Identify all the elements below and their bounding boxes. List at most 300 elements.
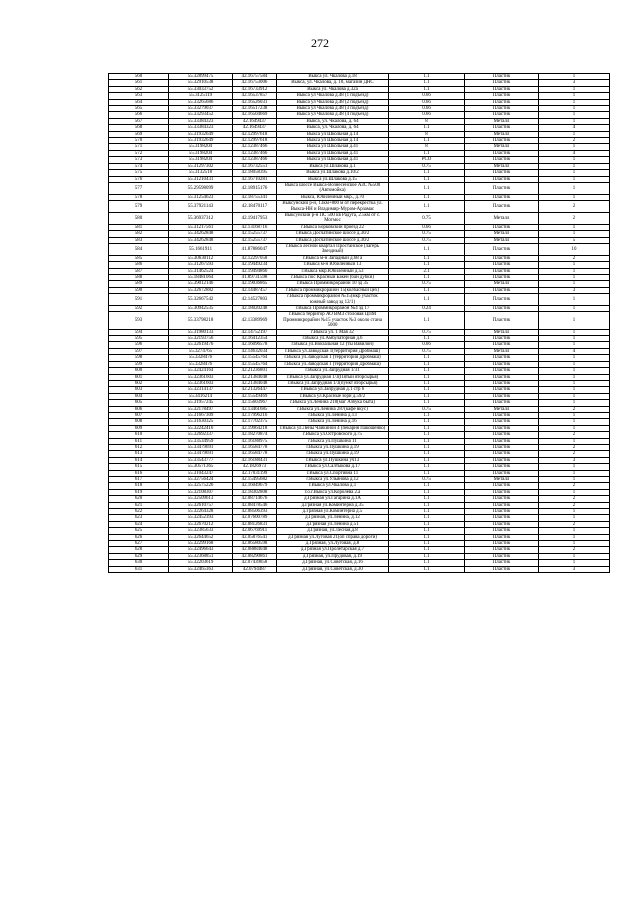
longitude-cell: 42.18755341 — [233, 194, 277, 200]
latitude-cell: 55.31297302 — [169, 163, 233, 169]
count-cell: 1 — [539, 170, 610, 176]
address-cell: д.Грязная ул.Коминтерна д.35 — [277, 502, 389, 508]
longitude-cell: 42.16733912 — [233, 86, 277, 92]
address-cell: г.Выкса ул.Салтыкова д.17 — [277, 464, 389, 470]
volume-cell: 0.66 — [389, 93, 465, 99]
material-cell: Пластик — [465, 306, 539, 312]
row-number-cell: 580 — [109, 212, 169, 224]
longitude-cell: 42.14632034 — [233, 348, 277, 354]
count-cell: 1 — [539, 541, 610, 547]
volume-cell: 0.66 — [389, 106, 465, 112]
material-cell: Пластик — [465, 243, 539, 255]
volume-cell: 1.1 — [389, 368, 465, 374]
volume-cell: 1.1 — [389, 528, 465, 534]
material-cell: Пластик — [465, 470, 539, 476]
volume-cell: 1.1 — [389, 176, 465, 182]
material-cell: Пластик — [465, 99, 539, 105]
material-cell: Пластик — [465, 106, 539, 112]
address-cell: д.Грязная, ул.Советская, д.30 — [277, 566, 389, 572]
material-cell: Пластик — [465, 380, 539, 386]
count-cell: 1 — [539, 144, 610, 150]
latitude-cell: 55.3328476 — [169, 361, 233, 367]
row-number-cell: 598 — [109, 355, 169, 361]
row-number-cell: 624 — [109, 521, 169, 527]
count-cell: 1 — [539, 355, 610, 361]
address-cell: г.Выкса ул.Пушкина 11 — [277, 438, 389, 444]
row-number-cell: 583 — [109, 237, 169, 243]
address-cell: г.Выкса ул.Островского д.75 — [277, 432, 389, 438]
count-cell: 1 — [539, 470, 610, 476]
material-cell: Пластик — [465, 400, 539, 406]
material-cell: Пластик — [465, 432, 539, 438]
material-cell: Пластик — [465, 294, 539, 306]
latitude-cell: 55.32108307 — [169, 489, 233, 495]
latitude-cell: 55.33265686 — [169, 99, 233, 105]
count-cell: 1 — [539, 438, 610, 444]
material-cell: Пластик — [465, 342, 539, 348]
longitude-cell: 42.18020248 — [233, 306, 277, 312]
address-cell: Выкса ул. Чкалова д.18 — [277, 74, 389, 80]
address-cell: Выкса, ул. Чкалова, д. 18, магазин ДНС — [277, 80, 389, 86]
count-cell: 1 — [539, 489, 610, 495]
count-cell: 1 — [539, 528, 610, 534]
latitude-cell: 55.3198204 — [169, 157, 233, 163]
material-cell: Пластик — [465, 438, 539, 444]
volume-cell: РСО — [389, 157, 465, 163]
material-cell: Пластик — [465, 374, 539, 380]
material-cell: Металл — [465, 163, 539, 169]
latitude-cell: 55.3274765 — [169, 348, 233, 354]
count-cell: 2 — [539, 444, 610, 450]
latitude-cell: 55.30942535 — [169, 306, 233, 312]
material-cell: Металл — [465, 406, 539, 412]
count-cell: 1 — [539, 464, 610, 470]
material-cell: Металл — [465, 348, 539, 354]
material-cell: Пластик — [465, 444, 539, 450]
material-cell: Пластик — [465, 157, 539, 163]
longitude-cell: 42.16710281 — [233, 176, 277, 182]
latitude-cell: 55.3328476 — [169, 355, 233, 361]
row-number-cell: 579 — [109, 201, 169, 213]
count-cell: 1 — [539, 342, 610, 348]
longitude-cell: 42.07600789 — [233, 515, 277, 521]
count-cell: 1 — [539, 477, 610, 483]
volume-cell: 1.1 — [389, 412, 465, 418]
row-number-cell: 610 — [109, 432, 169, 438]
latitude-cell: 55.32672882 — [169, 287, 233, 293]
volume-cell: 0.75 — [389, 477, 465, 483]
longitude-cell: 41.89731598 — [233, 275, 277, 281]
table-row — [109, 212, 610, 224]
row-number-cell: 618 — [109, 483, 169, 489]
material-cell: Пластик — [465, 361, 539, 367]
row-number-cell: 584 — [109, 243, 169, 255]
address-cell: Выкса ул.Шлакова д.1 — [277, 163, 389, 169]
address-cell: Выкса ул Чкалова д.48 (4 подъезд) — [277, 112, 389, 118]
latitude-cell: 55.32610757 — [169, 502, 233, 508]
row-number-cell: 602 — [109, 380, 169, 386]
volume-cell: 1.1 — [389, 451, 465, 457]
material-cell: Пластик — [465, 521, 539, 527]
longitude-cell: 42.18302808 — [233, 489, 277, 495]
latitude-cell: 55.32575226 — [169, 483, 233, 489]
volume-cell: 1.1 — [389, 541, 465, 547]
material-cell: Пластик — [465, 425, 539, 431]
row-number-cell: 569 — [109, 131, 169, 137]
count-cell: 4 — [539, 348, 610, 354]
longitude-cell: 42.08126831 — [233, 521, 277, 527]
longitude-cell: 42.18470117 — [233, 201, 277, 213]
volume-cell: 1.1 — [389, 201, 465, 213]
row-number-cell: 561 — [109, 80, 169, 86]
address-cell: Выкса, Юбилейный мкр., д.70 — [277, 194, 389, 200]
volume-cell: 1.1 — [389, 255, 465, 261]
count-cell: 1 — [539, 312, 610, 329]
address-cell: Выкса ул Школьная д.14 — [277, 138, 389, 144]
longitude-cell: 42.21236801 — [233, 368, 277, 374]
count-cell: 5 — [539, 237, 610, 243]
longitude-cell: 42.16584778 — [233, 444, 277, 450]
count-cell: 2 — [539, 547, 610, 553]
row-number-cell: 570 — [109, 138, 169, 144]
count-cell: 1 — [539, 176, 610, 182]
address-cell: г.Выкса Досчатинское шоссе д.30/2 — [277, 237, 389, 243]
count-cell: 2 — [539, 483, 610, 489]
latitude-cell: 55.30630112 — [169, 255, 233, 261]
count-cell: 1 — [539, 515, 610, 521]
row-number-cell: 585 — [109, 255, 169, 261]
longitude-cell: 42.21326447 — [233, 387, 277, 393]
row-number-cell: 620 — [109, 496, 169, 502]
count-cell: 1 — [539, 387, 610, 393]
latitude-cell: 55.30571365 — [169, 464, 233, 470]
row-number-cell: 572 — [109, 150, 169, 156]
material-cell: Пластик — [465, 336, 539, 342]
count-cell: 1 — [539, 553, 610, 559]
volume-cell: 8 — [389, 131, 465, 137]
longitude-cell: 42.06580598 — [233, 541, 277, 547]
address-cell: д.Грязная, ул.Лесная,д.8 — [277, 528, 389, 534]
material-cell: Пластик — [465, 515, 539, 521]
row-number-cell: 560 — [109, 74, 169, 80]
count-cell: 1 — [539, 361, 610, 367]
address-cell: Выкса, ул. Чкалова, д. 64 — [277, 118, 389, 124]
longitude-cell: 42.05876541 — [233, 534, 277, 540]
volume-cell: 1.1 — [389, 194, 465, 200]
count-cell: 1 — [539, 262, 610, 268]
row-number-cell: 592 — [109, 306, 169, 312]
volume-cell: 1.1 — [389, 336, 465, 342]
material-cell: Пластик — [465, 496, 539, 502]
row-number-cell: 613 — [109, 451, 169, 457]
latitude-cell: 55.32361603 — [169, 374, 233, 380]
address-cell: д.Грязная ул.Коминтерна д.5 — [277, 509, 389, 515]
material-cell: Пластик — [465, 176, 539, 182]
latitude-cell: 55.32756424 — [169, 477, 233, 483]
count-cell: 1 — [539, 93, 610, 99]
longitude-cell: 42.14752197 — [233, 329, 277, 335]
address-cell: г.Выкса ул.Красные зори д.59/2 — [277, 393, 389, 399]
volume-cell: 1.1 — [389, 294, 465, 306]
longitude-cell: 42.18915176 — [233, 182, 277, 194]
latitude-cell: 55.3132518 — [169, 170, 233, 176]
count-cell: 2 — [539, 138, 610, 144]
material-cell: Пластик — [465, 547, 539, 553]
volume-cell: 1.1 — [389, 74, 465, 80]
row-number-cell: 577 — [109, 182, 169, 194]
material-cell: Пластик — [465, 553, 539, 559]
count-cell: 1 — [539, 118, 610, 124]
row-number-cell: 587 — [109, 268, 169, 274]
row-number-cell: 607 — [109, 412, 169, 418]
longitude-cell: 42.16753006 — [233, 80, 277, 86]
table-row — [109, 243, 610, 255]
count-cell: 1 — [539, 329, 610, 335]
address-cell: Выкса, ул. Чкалова, д. 64 — [277, 125, 389, 131]
material-cell: Пластик — [465, 150, 539, 156]
volume-cell: 1.1 — [389, 170, 465, 176]
row-number-cell: 564 — [109, 99, 169, 105]
count-cell: 1 — [539, 560, 610, 566]
longitude-cell: 42.19494866 — [233, 268, 277, 274]
latitude-cell: 55.31932649 — [169, 131, 233, 137]
latitude-cell: 55.3198204 — [169, 150, 233, 156]
longitude-cell: 42.18058395 — [233, 170, 277, 176]
longitude-cell: 42.16526031 — [233, 99, 277, 105]
address-cell: д.Грязная, ул.Ленина, д.12 — [277, 515, 389, 521]
latitude-cell: 55.32242416 — [169, 425, 233, 431]
latitude-cell: 55.33384323 — [169, 118, 233, 124]
volume-cell: 1.1 — [389, 502, 465, 508]
longitude-cell: 42.16096578 — [233, 342, 277, 348]
material-cell: Пластик — [465, 262, 539, 268]
address-cell: Выксунский р-н ПС 500 кв Радуга, 2.5км от с. Мотмос — [277, 212, 389, 224]
row-number-cell: 629 — [109, 553, 169, 559]
row-number-cell: 600 — [109, 368, 169, 374]
latitude-cell: 55.31957245 — [169, 400, 233, 406]
longitude-cell: 42.19964218 — [233, 425, 277, 431]
address-cell: Выкса ул Школьная д.41 — [277, 150, 389, 156]
volume-cell: 1.1 — [389, 125, 465, 131]
material-cell: Пластик — [465, 355, 539, 361]
count-cell: 1 — [539, 294, 610, 306]
page-number: 272 — [311, 36, 329, 50]
address-cell: Выкса ул Чкалова д.48 (3 подъезд) — [277, 106, 389, 112]
row-number-cell: 567 — [109, 118, 169, 124]
count-cell: 1 — [539, 281, 610, 287]
material-cell: Металл — [465, 212, 539, 224]
longitude-cell: 42.08884048 — [233, 547, 277, 553]
latitude-cell: 55.32178497 — [169, 406, 233, 412]
longitude-cell: 42.16757584 — [233, 74, 277, 80]
count-cell: 1 — [539, 268, 610, 274]
volume-cell: 0.24 — [389, 306, 465, 312]
row-number-cell: 605 — [109, 400, 169, 406]
volume-cell: 1.1 — [389, 553, 465, 559]
address-cell: г.Выкса ул.Лены Чайкиной 4 (пекарня Пакошенко) — [277, 425, 389, 431]
count-cell: 4 — [539, 125, 610, 131]
material-cell: Пластик — [465, 393, 539, 399]
address-cell: г.Выкса ул.Ленина 287(кафе вкус) — [277, 406, 389, 412]
latitude-cell: 55.32644652 — [169, 534, 233, 540]
count-cell: 1 — [539, 509, 610, 515]
row-number-cell: 574 — [109, 163, 169, 169]
material-cell: Пластик — [465, 255, 539, 261]
longitude-cell: 42.12997618 — [233, 138, 277, 144]
volume-cell: 0.66 — [389, 112, 465, 118]
latitude-cell: 55.36937312 — [169, 212, 233, 224]
row-number-cell: 612 — [109, 444, 169, 450]
row-number-cell: 589 — [109, 281, 169, 287]
address-cell: г.Выкса проммикрорайон №15(мкр участок южный завод зд 12/1) — [277, 294, 389, 306]
longitude-cell: 42.1649437 — [233, 118, 277, 124]
row-number-cell: 576 — [109, 176, 169, 182]
latitude-cell: 55.32203619 — [169, 560, 233, 566]
count-cell: 1 — [539, 182, 610, 194]
address-cell: Выкса ул Чкалова д.48 (2 подъезд) — [277, 99, 389, 105]
address-cell: Выксунский р-н, 13км+800 м от перекрестка ул. Выкса-НН и Владимир-Муром-Арзамас — [277, 201, 389, 213]
volume-cell: 1.1 — [389, 380, 465, 386]
volume-cell: 1.1 — [389, 138, 465, 144]
longitude-cell: 42.14527803 — [233, 294, 277, 306]
volume-cell: 1.1 — [389, 400, 465, 406]
count-cell: 1 — [539, 74, 610, 80]
count-cell: 1 — [539, 393, 610, 399]
volume-cell: 1.1 — [389, 464, 465, 470]
material-cell: Металл — [465, 477, 539, 483]
row-number-cell: 581 — [109, 224, 169, 230]
address-cell: г.Выкса ул.Запрудная 1/31 — [277, 368, 389, 374]
material-cell: Пластик — [465, 201, 539, 213]
material-cell: Металл — [465, 231, 539, 237]
volume-cell: 0.66 — [389, 99, 465, 105]
row-number-cell: 597 — [109, 348, 169, 354]
material-cell: Пластик — [465, 528, 539, 534]
volume-cell: 1.1 — [389, 496, 465, 502]
longitude-cell: 42.15545764 — [233, 355, 277, 361]
count-cell: 1 — [539, 86, 610, 92]
longitude-cell: 42.21384048 — [233, 374, 277, 380]
address-cell: г.Выкса м-н Юбилейный 13 — [277, 262, 389, 268]
volume-cell: 1.1 — [389, 150, 465, 156]
latitude-cell: 55.31267593 — [169, 262, 233, 268]
latitude-cell: 55.34262848 — [169, 231, 233, 237]
volume-cell: 1.1 — [389, 374, 465, 380]
count-cell: 1 — [539, 157, 610, 163]
longitude-cell: 42.16188431 — [233, 457, 277, 463]
longitude-cell: 42.13461685 — [233, 406, 277, 412]
row-number-cell: 575 — [109, 170, 169, 176]
row-number-cell: 565 — [109, 106, 169, 112]
volume-cell: 1.1 — [389, 182, 465, 194]
address-cell: г.Выкса ул.Чкалова д.1 — [277, 483, 389, 489]
volume-cell: 0.75 — [389, 212, 465, 224]
latitude-cell: 55.34262848 — [169, 237, 233, 243]
latitude-cell: 55.32361603 — [169, 380, 233, 386]
material-cell: Пластик — [465, 412, 539, 418]
longitude-cell: 42.15495682 — [233, 477, 277, 483]
latitude-cell: 55.31667309 — [169, 412, 233, 418]
longitude-cell: 42.12997618 — [233, 131, 277, 137]
volume-cell: 0.75 — [389, 231, 465, 237]
count-cell: 3 — [539, 80, 610, 86]
latitude-cell: 55.32368851 — [169, 553, 233, 559]
volume-cell: 8 — [389, 144, 465, 150]
volume-cell: 1.1 — [389, 287, 465, 293]
latitude-cell: 55.18481064 — [169, 275, 233, 281]
latitude-cell: 55.32496643 — [169, 547, 233, 553]
volume-cell: 1.1 — [389, 361, 465, 367]
material-cell: Пластик — [465, 74, 539, 80]
material-cell: Пластик — [465, 489, 539, 495]
address-cell: Выкса ул.Шлакова д.15 — [277, 176, 389, 182]
latitude-cell: 55.31630325 — [169, 419, 233, 425]
longitude-cell: 42.17031199 — [233, 470, 277, 476]
latitude-cell: 55.32465363 — [169, 566, 233, 572]
longitude-cell: 42.12387466 — [233, 144, 277, 150]
longitude-cell: 42.16732551 — [233, 163, 277, 169]
material-cell: Пластик — [465, 170, 539, 176]
address-cell: г.Выкса ул.Ленина д.13 — [277, 412, 389, 418]
longitude-cell: 42.13389969 — [233, 312, 277, 329]
longitude-cell: 42.08290861 — [233, 553, 277, 559]
material-cell: Металл — [465, 131, 539, 137]
address-cell: г.Выкса ул.Запрудная 1/3(Пятый вторсырья) — [277, 374, 389, 380]
count-cell: 3 — [539, 566, 610, 572]
material-cell: Пластик — [465, 541, 539, 547]
material-cell: Пластик — [465, 502, 539, 508]
count-cell: 1 — [539, 224, 610, 230]
longitude-cell: 42.15545764 — [233, 361, 277, 367]
longitude-cell: 42.19449234 — [233, 262, 277, 268]
material-cell: Пластик — [465, 457, 539, 463]
address-cell: д.Грязная ул.Ленина д.51 — [277, 521, 389, 527]
address-cell: Выкса ул Школьная д.41 — [277, 157, 389, 163]
volume-cell: 0.75 — [389, 406, 465, 412]
longitude-cell: 42.13168716 — [233, 224, 277, 230]
material-cell: Пластик — [465, 566, 539, 572]
row-number-cell: 622 — [109, 509, 169, 515]
volume-cell: 1.1 — [389, 393, 465, 399]
latitude-cell: 55.29598099 — [169, 182, 233, 194]
material-cell: Пластик — [465, 138, 539, 144]
row-number-cell: 566 — [109, 112, 169, 118]
table-row — [109, 182, 610, 194]
address-cell: г.Выкса пос Красный Бакен (бан дубки) — [277, 275, 389, 281]
longitude-cell: 42.1826973 — [233, 464, 277, 470]
latitude-cell: 55.33798218 — [169, 312, 233, 329]
volume-cell: 1.1 — [389, 387, 465, 393]
latitude-cell: 55.33384323 — [169, 125, 233, 131]
row-number-cell: 608 — [109, 419, 169, 425]
material-cell: Металл — [465, 237, 539, 243]
volume-cell: 1.1 — [389, 457, 465, 463]
latitude-cell: 55.32299168 — [169, 541, 233, 547]
material-cell: Пластик — [465, 464, 539, 470]
volume-cell: 1.1 — [389, 312, 465, 329]
longitude-cell: 42.08714676 — [233, 496, 277, 502]
address-cell: г.Выкса ул.Заводская 1 (территория Дробмаш) — [277, 361, 389, 367]
latitude-cell: 55.32670212 — [169, 521, 233, 527]
row-number-cell: 591 — [109, 294, 169, 306]
material-cell: Пластик — [465, 93, 539, 99]
row-number-cell: 631 — [109, 566, 169, 572]
count-cell: 1 — [539, 400, 610, 406]
latitude-cell: 55.3125119 — [169, 93, 233, 99]
count-cell: 1 — [539, 99, 610, 105]
longitude-cell: 42.21384048 — [233, 380, 277, 386]
address-cell: г.Выкса ул.Пушкина д.19 — [277, 444, 389, 450]
